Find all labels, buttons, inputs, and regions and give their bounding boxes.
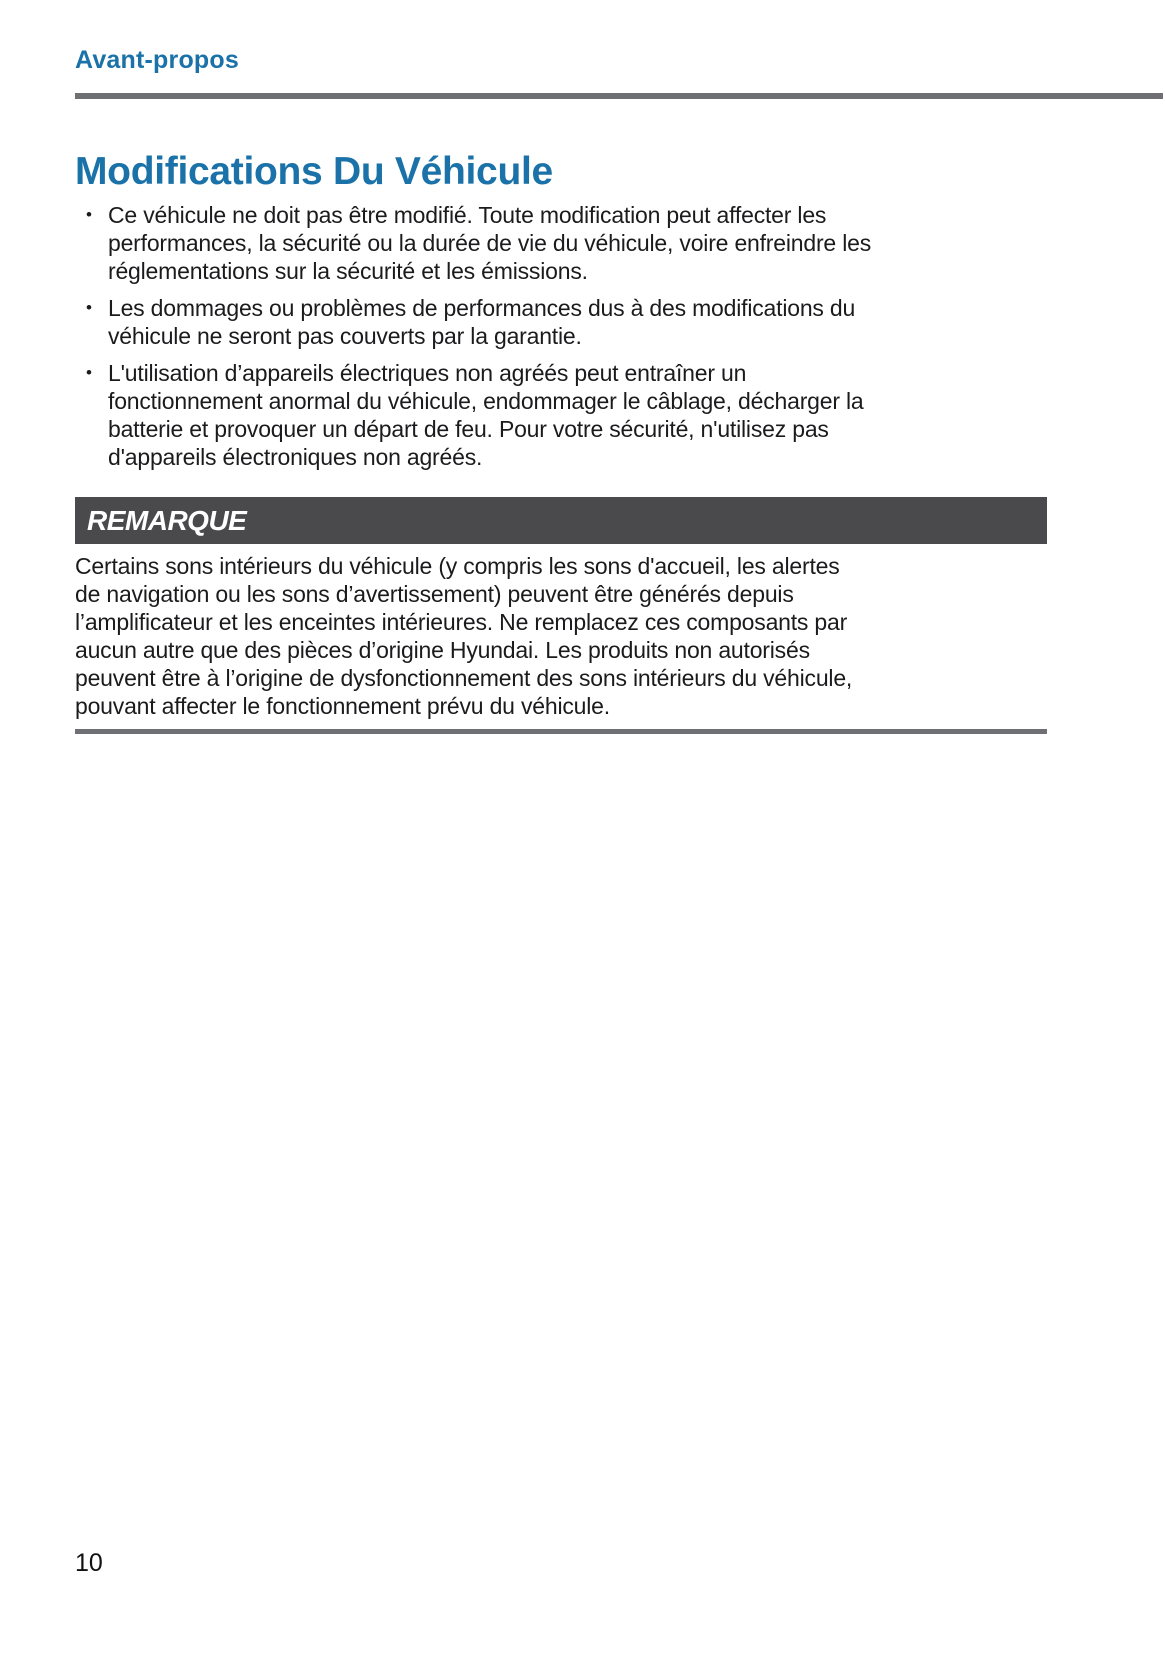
text-line: L'utilisation d’appareils électriques non agréés peut entraîner un	[108, 360, 747, 386]
list-item	[75, 201, 1065, 285]
list-item	[75, 359, 1065, 471]
section-header: Avant-propos	[75, 46, 239, 74]
bullet-icon: •	[86, 298, 92, 317]
note-banner-label: REMARQUE	[87, 504, 247, 536]
text-line: performances, la sécurité ou la durée de vie du véhicule, voire enfreindre les	[108, 230, 871, 256]
note-divider	[75, 729, 1047, 734]
bullet-list	[75, 201, 1065, 480]
text-line: l’amplificateur et les enceintes intérieures. Ne remplacez ces composants par	[75, 609, 848, 635]
page-number: 10	[75, 1549, 103, 1577]
text-line: aucun autre que des pièces d’origine Hyundai. Les produits non autorisés	[75, 637, 810, 663]
list-item	[75, 294, 1065, 350]
text-line: peuvent être à l’origine de dysfonctionnement des sons intérieurs du véhicule,	[75, 665, 853, 691]
text-line: Les dommages ou problèmes de performances dus à des modifications du	[108, 295, 856, 321]
header-divider	[75, 93, 1163, 99]
text-line: véhicule ne seront pas couverts par la garantie.	[108, 323, 582, 349]
text-line: Certains sons intérieurs du véhicule (y compris les sons d'accueil, les alertes	[75, 553, 840, 579]
bullet-icon: •	[86, 363, 92, 382]
text-line: réglementations sur la sécurité et les émissions.	[108, 258, 588, 284]
bullet-text	[108, 359, 1065, 471]
text-line: Ce véhicule ne doit pas être modifié. Toute modification peut affecter les	[108, 202, 827, 228]
text-line: d'appareils électroniques non agréés.	[108, 444, 483, 470]
text-line: batterie et provoquer un départ de feu. Pour votre sécurité, n'utilisez pas	[108, 416, 829, 442]
note-paragraph	[75, 552, 1065, 720]
text-line: de navigation ou les sons d’avertissement) peuvent être générés depuis	[75, 581, 794, 607]
bullet-text	[108, 294, 1065, 350]
text-line: fonctionnement anormal du véhicule, endommager le câblage, décharger la	[108, 388, 864, 414]
bullet-text	[108, 201, 1065, 285]
bullet-icon: •	[86, 205, 92, 224]
note-banner	[75, 497, 1047, 544]
page-title: Modifications Du Véhicule	[75, 150, 553, 193]
text-line: pouvant affecter le fonctionnement prévu du véhicule.	[75, 693, 610, 719]
